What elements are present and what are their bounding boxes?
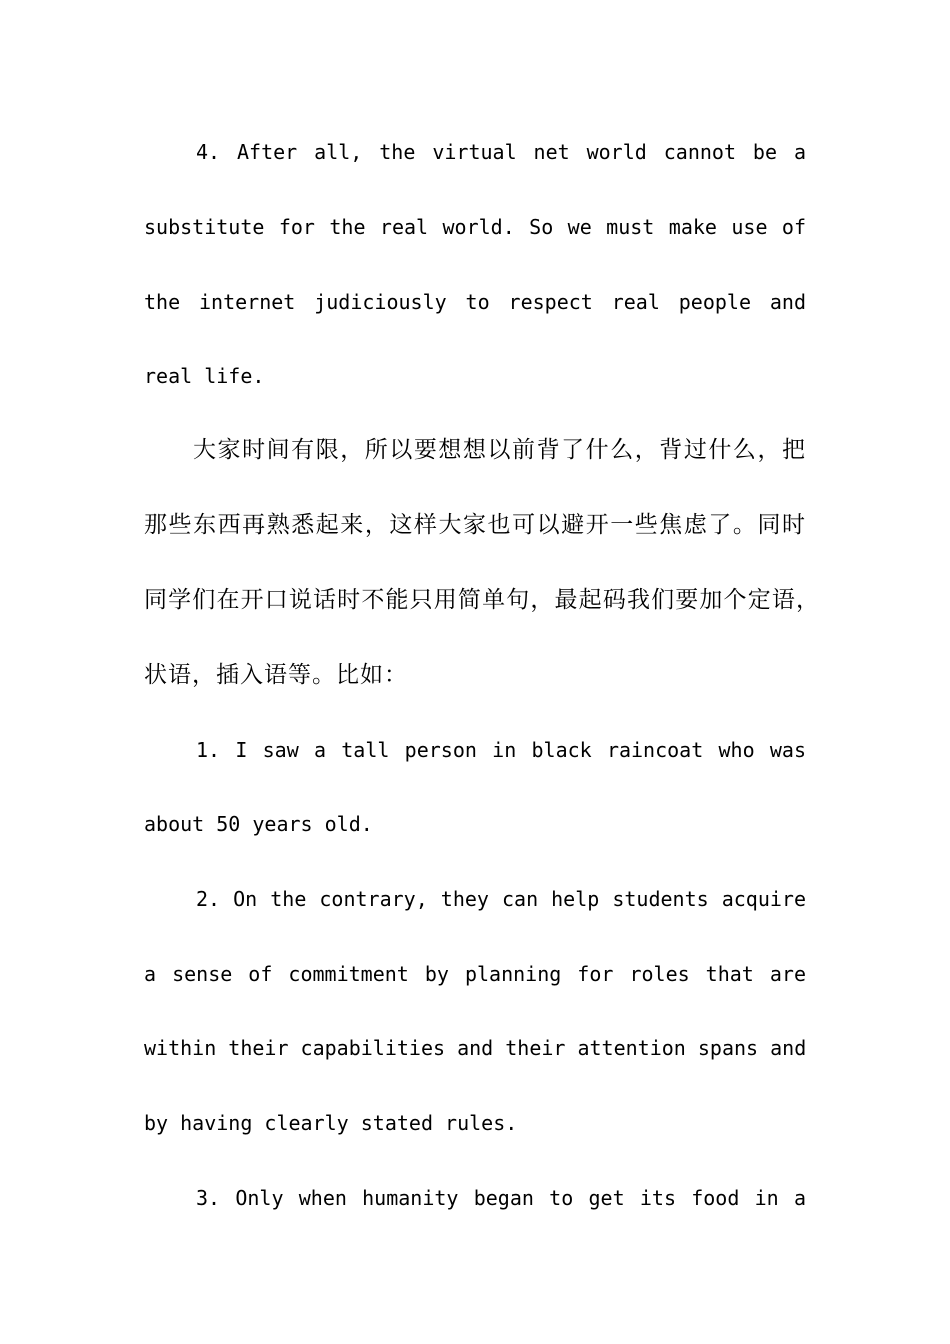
example-1-line-2: about 50 years old. (144, 812, 373, 836)
example-2-line-1: 2. On the contrary, they can help students acquire (196, 887, 806, 911)
chinese-paragraph-line-4: 状语，插入语等。比如： (144, 662, 408, 688)
chinese-paragraph-line-2: 那些东西再熟悉起来，这样大家也可以避开一些焦虑了。同时 (144, 512, 806, 538)
paragraph-4-line-2: substitute for the real world. So we must make use of (144, 215, 806, 239)
paragraph-4-line-3: the internet judiciously to respect real people and (144, 290, 806, 314)
example-2-line-4: by having clearly stated rules. (144, 1111, 518, 1135)
example-2-line-2: a sense of commitment by planning for roles that are (144, 962, 806, 986)
paragraph-4-line-4: real life. (144, 364, 265, 388)
chinese-paragraph-line-3: 同学们在开口说话时不能只用简单句，最起码我们要加个定语， (144, 587, 820, 613)
example-3-line-1: 3. Only when humanity began to get its food in a (196, 1186, 806, 1210)
chinese-paragraph-line-1: 大家时间有限，所以要想想以前背了什么，背过什么，把 (193, 437, 806, 463)
example-2-line-3: within their capabilities and their attention spans and (144, 1036, 807, 1060)
example-1-line-1: 1. I saw a tall person in black raincoat who was (196, 738, 806, 762)
paragraph-4-line-1: 4. After all, the virtual net world cannot be a (196, 140, 806, 164)
